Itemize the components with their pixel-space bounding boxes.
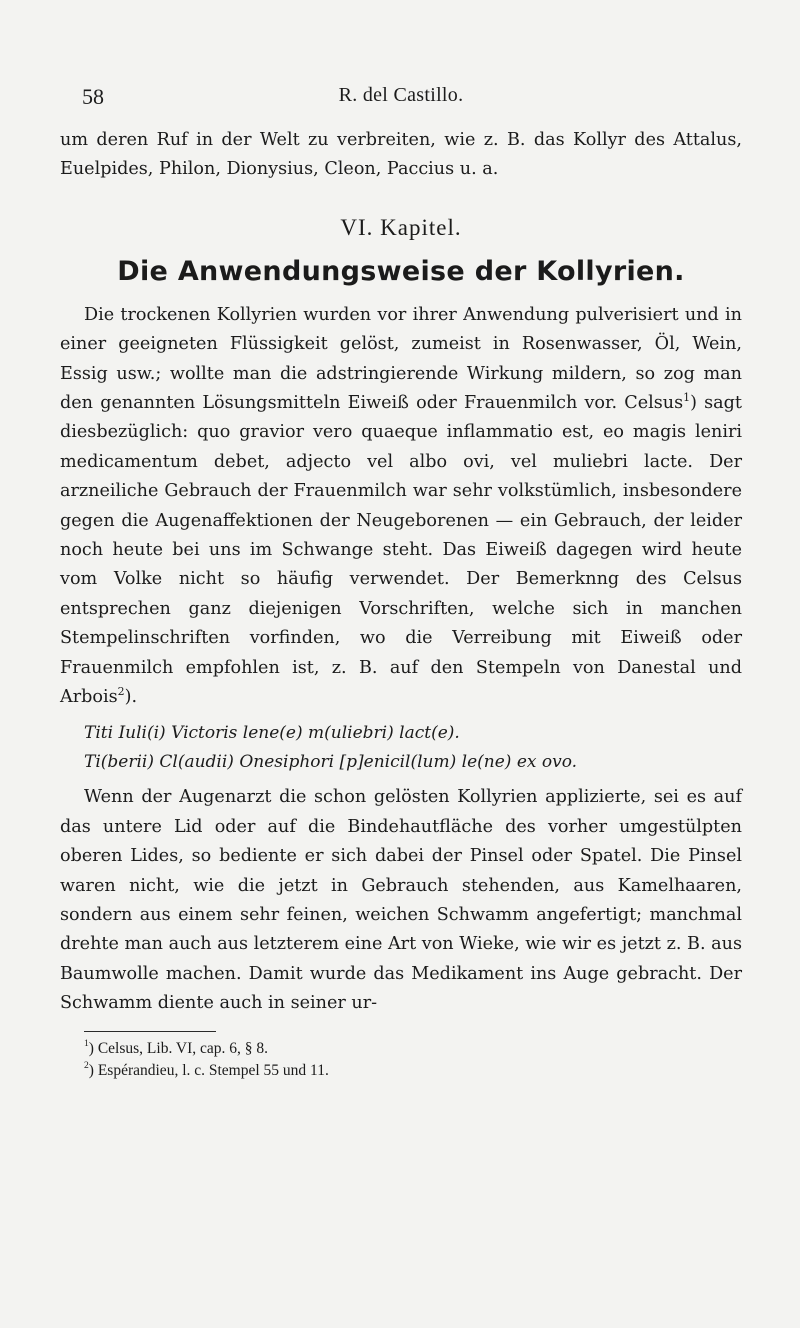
inscription-line-2: Ti(berii) Cl(audii) Onesiphori [p]enicil(lum) le(ne) ex ovo. bbox=[84, 751, 578, 772]
footnote-ref-1: 1 bbox=[683, 390, 691, 404]
inscription-line-1: Titi Iuli(i) Victoris lene(e) m(uliebri) lact(e). bbox=[84, 722, 460, 743]
paragraph-2: Wenn der Augenarzt die schon gelösten Kollyrien applizierte, sei es auf das untere Lid oder auf die Bindehautfläche des vorher umgestülpten oberen Lides, so bediente er sich dabei der Pinsel oder Spatel. Die Pinsel waren nicht, wie die jetzt in Gebrauch stehenden, aus Kamelhaaren, sondern aus einem sehr feinen, weichen Schwamm angefertigt; manchmal drehte man auch aus letzterem eine Art von Wieke, wie wir es jetzt z. B. aus Baumwolle machen. Damit wurde das Medikament ins Auge gebracht. Der Schwamm diente auch in seiner ur- bbox=[60, 787, 742, 1014]
footnote-text-2: ) Espérandieu, l. c. Stempel 55 und 11. bbox=[88, 1061, 329, 1079]
running-head: R. del Castillo. bbox=[338, 84, 464, 106]
paragraph-1 bbox=[60, 301, 742, 713]
paragraph-1-text-c: ). bbox=[124, 687, 138, 708]
paragraph-1-text-b: ) sagt diesbezüglich: quo gravior vero quaeque inflammatio est, eo magis leniri medicamentum debet, adjecto vel albo ovi, vel muliebri lacte. Der arzneiliche Gebrauch der Frauenmilch war sehr volkstümlich, insbesondere gegen die Augenaffektionen der Neugeborenen — ein Gebrauch, der leider noch heute bei uns im Schwange steht. Das Eiweiß dagegen wird heute vom Volke nicht so häufig verwendet. Der Bemerknng des Celsus entsprechen ganz diejenigen Vorschriften, welche sich in manchen Stempelinschriften vorfinden, wo die Verreibung mit Eiweiß oder Frauenmilch empfohlen ist, z. B. auf den Stempeln von Danestal und Arbois bbox=[60, 393, 742, 708]
footnote-1 bbox=[84, 1038, 742, 1060]
footnote-text-1: ) Celsus, Lib. VI, cap. 6, § 8. bbox=[88, 1039, 269, 1057]
chapter-title: Die Anwendungsweise der Kollyrien. bbox=[117, 255, 685, 287]
footnote-marker-1: 1 bbox=[84, 1037, 89, 1049]
footnote-2 bbox=[84, 1060, 742, 1082]
footnote-divider bbox=[84, 1031, 216, 1032]
footnote-ref-2: 2 bbox=[117, 684, 125, 698]
page-header bbox=[60, 78, 742, 118]
chapter-label: VI. Kapitel. bbox=[340, 214, 462, 240]
book-page bbox=[60, 78, 742, 1082]
stamp-inscriptions bbox=[84, 719, 742, 778]
intro-paragraph: um deren Ruf in der Welt zu verbreiten, wie z. B. das Kollyr des Attalus, Euelpides, Philon, Dionysius, Cleon, Paccius u. a. bbox=[60, 130, 742, 180]
paragraph-1-text-a: Die trockenen Kollyrien wurden vor ihrer Anwendung pulverisiert und in einer geeigneten Flüssigkeit gelöst, zumeist in Rosenwasser, Öl, Wein, Essig usw.; wollte man die adstringierende Wirkung mildern, so zog man den genannten Lösungsmitteln Eiweiß oder Frauenmilch vor. Celsus bbox=[60, 304, 742, 414]
page-number: 58 bbox=[82, 84, 104, 109]
footnote-marker-2: 2 bbox=[84, 1059, 89, 1071]
